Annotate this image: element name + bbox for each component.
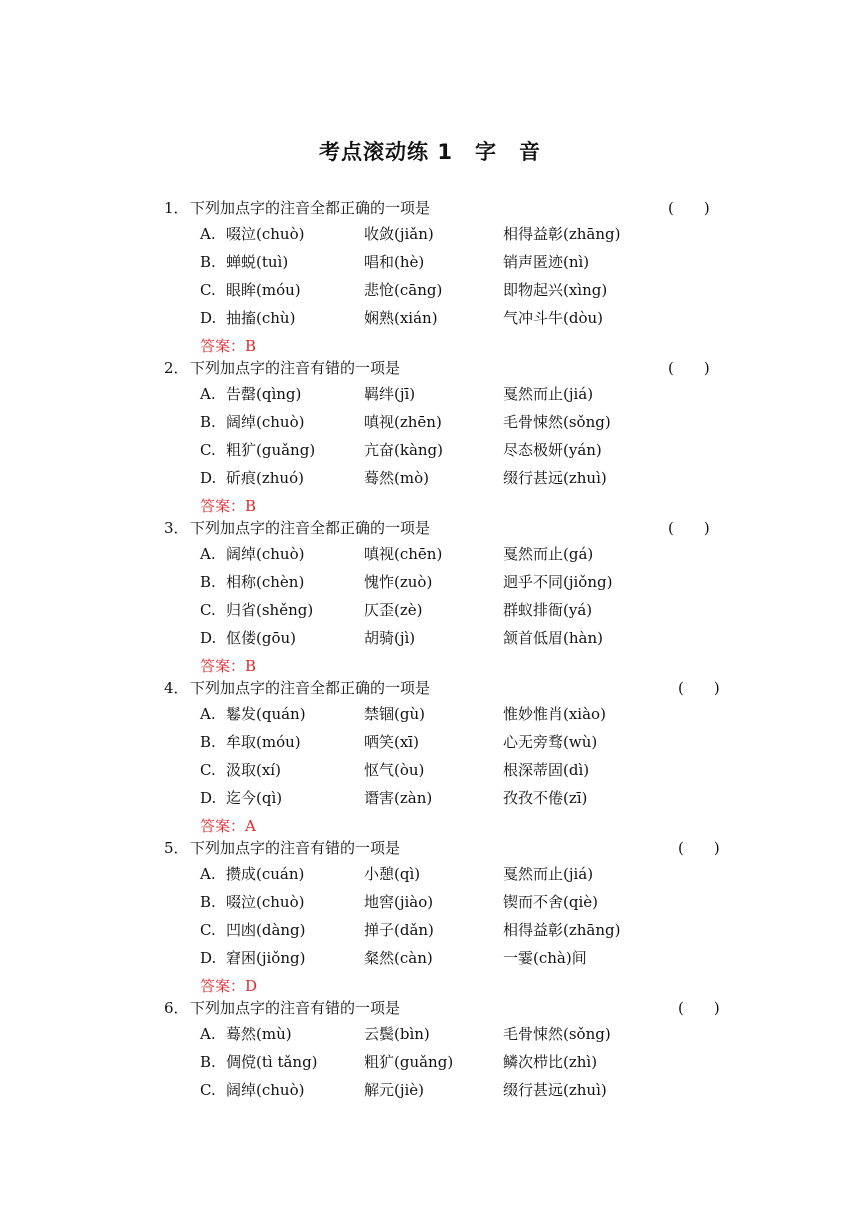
option-word: 啜泣(chuò) — [226, 893, 305, 911]
option-word: 哂笑(xī) — [364, 733, 419, 751]
question-stem — [0, 676, 860, 700]
option-a — [0, 1020, 860, 1048]
option-word: 缀行甚远(zhuì) — [503, 1081, 607, 1099]
option-word: 销声匿迹(nì) — [503, 253, 590, 271]
option-word: 伛偻(gōu) — [226, 629, 296, 647]
question-5 — [0, 836, 860, 996]
question-list — [0, 196, 860, 1104]
option-letter: A. — [200, 385, 216, 403]
option-letter: A. — [200, 865, 216, 883]
option-word: 心无旁骛(wù) — [503, 733, 598, 751]
option-word: 气冲斗牛(dòu) — [503, 309, 603, 327]
option-letter: C. — [200, 441, 216, 459]
option-letter: A. — [200, 545, 216, 563]
answer-line — [0, 972, 860, 996]
option-word: 攒成(cuán) — [226, 865, 305, 883]
option-word: 倜傥(tì tǎng) — [226, 1053, 318, 1071]
question-text: 下列加点字的注音全都正确的一项是 — [190, 679, 431, 697]
option-word: 眼眸(móu) — [226, 281, 301, 299]
option-word: 粲然(càn) — [364, 949, 433, 967]
option-word: 蓦然(mò) — [364, 469, 429, 487]
option-word: 惟妙惟肖(xiào) — [503, 705, 606, 723]
question-number: 6． — [164, 999, 189, 1017]
answer-blank: ( ) — [678, 679, 720, 697]
option-word: 即物起兴(xìng) — [503, 281, 608, 299]
question-text: 下列加点字的注音全都正确的一项是 — [190, 199, 431, 217]
option-word: 群蚁排衙(yá) — [503, 601, 593, 619]
option-word: 蝉蜕(tuì) — [226, 253, 289, 271]
option-word: 根深蒂固(dì) — [503, 761, 590, 779]
option-b — [0, 1048, 860, 1076]
answer-line — [0, 492, 860, 516]
option-word: 地窖(jiào) — [364, 893, 434, 911]
answer-blank: ( ) — [668, 359, 710, 377]
answer-blank: ( ) — [668, 519, 710, 537]
option-word: 阔绰(chuò) — [226, 413, 305, 431]
option-letter: A. — [200, 1025, 216, 1043]
option-word: 粗犷(guǎng) — [364, 1053, 454, 1071]
question-text: 下列加点字的注音全都正确的一项是 — [190, 519, 431, 537]
option-b — [0, 568, 860, 596]
option-word: 云鬓(bìn) — [364, 1025, 430, 1043]
option-word: 阔绰(chuò) — [226, 545, 305, 563]
option-word: 一霎(chà)间 — [503, 949, 587, 967]
question-number: 4． — [164, 679, 189, 697]
option-letter: C. — [200, 281, 216, 299]
question-number: 3． — [164, 519, 189, 537]
option-d — [0, 784, 860, 812]
question-4 — [0, 676, 860, 836]
answer-text: 答案：A — [200, 817, 256, 835]
answer-line — [0, 332, 860, 356]
option-word: 戛然而止(jiá) — [503, 385, 594, 403]
answer-text: 答案：D — [200, 977, 258, 995]
option-word: 相称(chèn) — [226, 573, 305, 591]
option-word: 戛然而止(jiá) — [503, 865, 594, 883]
answer-blank: ( ) — [678, 999, 720, 1017]
option-word: 亢奋(kàng) — [364, 441, 443, 459]
option-word: 斫痕(zhuó) — [226, 469, 304, 487]
question-stem — [0, 836, 860, 860]
option-word: 抽搐(chù) — [226, 309, 296, 327]
option-word: 告罄(qìng) — [226, 385, 302, 403]
answer-text: 答案：B — [200, 337, 257, 355]
option-word: 谮害(zàn) — [364, 789, 433, 807]
option-b — [0, 888, 860, 916]
option-word: 娴熟(xián) — [364, 309, 438, 327]
option-word: 归省(shěng) — [226, 601, 314, 619]
option-word: 锲而不舍(qiè) — [503, 893, 598, 911]
option-word: 小憩(qì) — [364, 865, 421, 883]
question-1 — [0, 196, 860, 356]
option-letter: C. — [200, 921, 216, 939]
option-c — [0, 596, 860, 624]
option-letter: D. — [200, 309, 217, 327]
option-letter: D. — [200, 469, 217, 487]
option-letter: D. — [200, 789, 217, 807]
option-word: 胡骑(jì) — [364, 629, 416, 647]
option-word: 鬈发(quán) — [226, 705, 306, 723]
option-word: 禁锢(gù) — [364, 705, 425, 723]
option-b — [0, 408, 860, 436]
option-word: 相得益彰(zhāng) — [503, 225, 621, 243]
option-word: 阔绰(chuò) — [226, 1081, 305, 1099]
option-letter: B. — [200, 733, 216, 751]
option-d — [0, 464, 860, 492]
option-word: 鳞次栉比(zhì) — [503, 1053, 598, 1071]
option-word: 迄今(qì) — [226, 789, 283, 807]
question-stem — [0, 996, 860, 1020]
answer-line — [0, 812, 860, 836]
option-word: 解元(jiè) — [364, 1081, 425, 1099]
option-word: 怄气(òu) — [364, 761, 425, 779]
option-word: 相得益彰(zhāng) — [503, 921, 621, 939]
option-letter: B. — [200, 893, 216, 911]
option-d — [0, 944, 860, 972]
option-word: 蓦然(mù) — [226, 1025, 292, 1043]
option-letter: B. — [200, 253, 216, 271]
option-word: 缀行甚远(zhuì) — [503, 469, 607, 487]
option-letter: A. — [200, 705, 216, 723]
question-stem — [0, 516, 860, 540]
option-letter: C. — [200, 761, 216, 779]
answer-line — [0, 652, 860, 676]
option-letter: C. — [200, 1081, 216, 1099]
option-word: 羁绊(jī) — [364, 385, 416, 403]
option-word: 戛然而止(gá) — [503, 545, 594, 563]
option-word: 嗔视(chēn) — [364, 545, 443, 563]
option-word: 毛骨悚然(sǒng) — [503, 413, 611, 431]
option-word: 悲怆(cāng) — [364, 281, 443, 299]
option-letter: A. — [200, 225, 216, 243]
page-title: 考点滚动练 1 字 音 — [319, 140, 541, 164]
option-d — [0, 624, 860, 652]
option-b — [0, 248, 860, 276]
option-word: 窘困(jiǒng) — [226, 949, 306, 967]
option-word: 凹凼(dàng) — [226, 921, 306, 939]
option-word: 仄歪(zè) — [364, 601, 423, 619]
option-word: 颔首低眉(hàn) — [503, 629, 603, 647]
answer-text: 答案：B — [200, 657, 257, 675]
option-c — [0, 1076, 860, 1104]
question-6 — [0, 996, 860, 1104]
option-letter: D. — [200, 629, 217, 647]
option-word: 掸子(dǎn) — [364, 921, 434, 939]
option-word: 孜孜不倦(zī) — [503, 789, 588, 807]
question-3 — [0, 516, 860, 676]
option-d — [0, 304, 860, 332]
answer-text: 答案：B — [200, 497, 257, 515]
option-word: 愧怍(zuò) — [364, 573, 433, 591]
option-word: 牟取(móu) — [226, 733, 301, 751]
option-word: 收敛(jiǎn) — [364, 225, 434, 243]
option-a — [0, 220, 860, 248]
option-letter: B. — [200, 413, 216, 431]
option-a — [0, 540, 860, 568]
option-b — [0, 728, 860, 756]
option-a — [0, 700, 860, 728]
option-letter: C. — [200, 601, 216, 619]
answer-blank: ( ) — [678, 839, 720, 857]
option-a — [0, 860, 860, 888]
question-text: 下列加点字的注音有错的一项是 — [190, 999, 401, 1017]
question-text: 下列加点字的注音有错的一项是 — [190, 359, 401, 377]
option-word: 汲取(xí) — [226, 761, 281, 779]
option-word: 迥乎不同(jiǒng) — [503, 573, 613, 591]
question-number: 2． — [164, 359, 189, 377]
option-a — [0, 380, 860, 408]
option-letter: B. — [200, 573, 216, 591]
option-letter: D. — [200, 949, 217, 967]
question-stem — [0, 196, 860, 220]
option-letter: B. — [200, 1053, 216, 1071]
option-c — [0, 916, 860, 944]
option-c — [0, 756, 860, 784]
question-number: 5． — [164, 839, 189, 857]
option-word: 尽态极妍(yán) — [503, 441, 602, 459]
question-number: 1． — [164, 199, 189, 217]
option-word: 毛骨悚然(sǒng) — [503, 1025, 611, 1043]
option-word: 啜泣(chuò) — [226, 225, 305, 243]
question-text: 下列加点字的注音有错的一项是 — [190, 839, 401, 857]
option-c — [0, 276, 860, 304]
option-word: 粗犷(guǎng) — [226, 441, 316, 459]
option-c — [0, 436, 860, 464]
question-2 — [0, 356, 860, 516]
option-word: 嗔视(zhēn) — [364, 413, 442, 431]
option-word: 唱和(hè) — [364, 253, 425, 271]
answer-blank: ( ) — [668, 199, 710, 217]
question-stem — [0, 356, 860, 380]
